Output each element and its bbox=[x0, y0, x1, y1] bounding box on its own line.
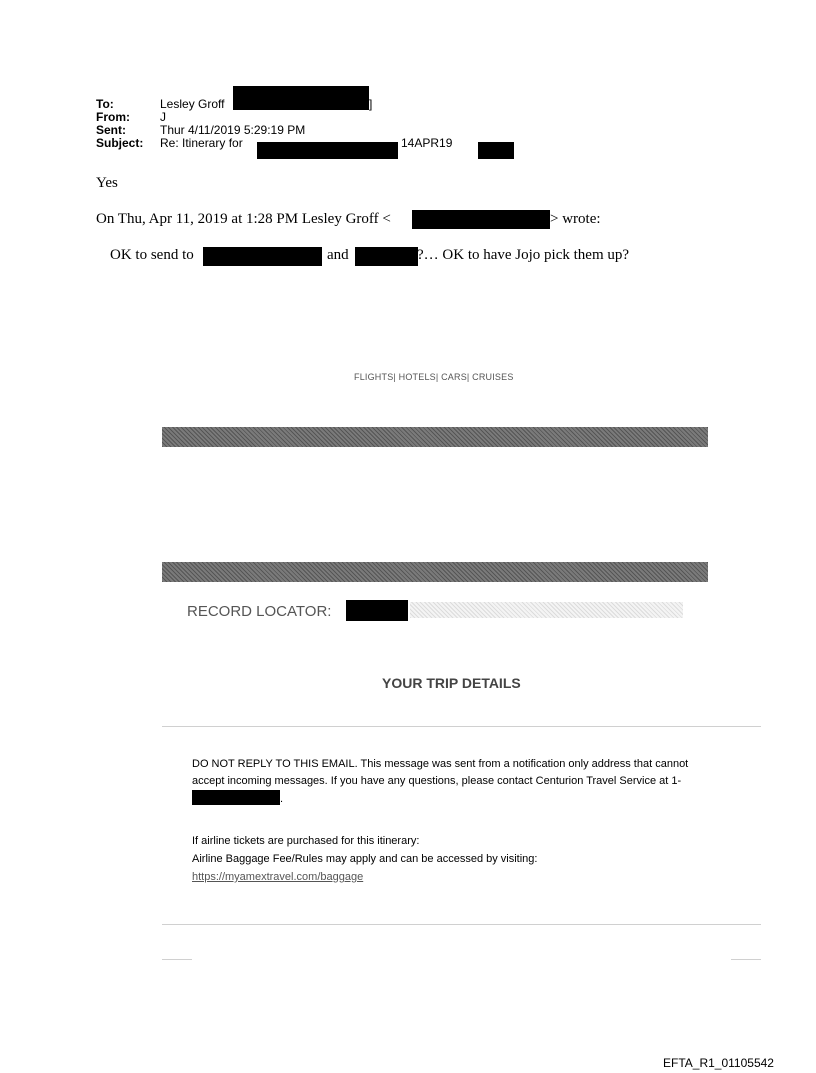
quote-intro bbox=[96, 211, 391, 228]
quoted-part2: and bbox=[327, 247, 349, 263]
redaction-subject-suffix bbox=[478, 142, 514, 159]
header-banner-bottom bbox=[162, 562, 708, 582]
document-id: EFTA_R1_01105542 bbox=[663, 1056, 774, 1070]
baggage-link[interactable]: https://myamextravel.com/baggage bbox=[192, 871, 364, 883]
footer-rule-right bbox=[731, 959, 761, 960]
sent-value: Thur 4/11/2019 5:29:19 PM bbox=[160, 123, 306, 137]
to-suffix: ] bbox=[369, 97, 373, 111]
from-value: J bbox=[160, 110, 166, 124]
quoted-part1: OK to send to bbox=[110, 247, 194, 263]
subject-date: 14APR19 bbox=[401, 136, 453, 150]
footer-rule-left bbox=[162, 959, 192, 960]
itinerary-nav: FLIGHTS| HOTELS| CARS| CRUISES bbox=[354, 372, 514, 382]
divider-top bbox=[162, 726, 761, 727]
divider-bottom bbox=[162, 924, 761, 925]
redaction-recipient-2 bbox=[355, 247, 418, 266]
sent-label: Sent: bbox=[96, 123, 126, 137]
subject-prefix: Re: Itinerary for bbox=[160, 136, 243, 150]
notice-block bbox=[192, 756, 717, 808]
redaction-phone bbox=[192, 790, 280, 805]
header-banner-top bbox=[162, 427, 708, 447]
baggage-line: Airline Baggage Fee/Rules may apply and can be accessed by visiting: bbox=[192, 853, 538, 865]
redaction-record-locator bbox=[346, 600, 408, 621]
quoted-part3: ?… OK to have Jojo pick them up? bbox=[417, 247, 630, 263]
redaction-sender-email bbox=[412, 210, 550, 229]
to-value: Lesley Groff bbox=[160, 97, 225, 111]
to-label: To: bbox=[96, 97, 114, 111]
reply-text: Yes bbox=[96, 175, 118, 191]
quote-intro-start: On Thu, Apr 11, 2019 at 1:28 PM Lesley Groff < bbox=[96, 211, 391, 227]
record-locator-shading bbox=[410, 602, 683, 618]
quote-intro-end: > wrote: bbox=[550, 211, 601, 227]
record-locator-label: RECORD LOCATOR: bbox=[187, 603, 332, 620]
notice-end: . bbox=[280, 793, 284, 805]
from-label: From: bbox=[96, 110, 130, 124]
redaction-subject-name bbox=[257, 142, 398, 159]
redaction-to-email bbox=[233, 86, 369, 110]
notice-text: DO NOT REPLY TO THIS EMAIL. This message was sent from a notification only address that cannot accept incoming messages. If you have any questions, please contact Centurion Travel Service at 1- bbox=[192, 758, 689, 787]
tickets-line: If airline tickets are purchased for this itinerary: bbox=[192, 835, 420, 847]
subject-label: Subject: bbox=[96, 136, 144, 150]
redaction-recipient-1 bbox=[203, 247, 322, 266]
trip-details-heading: YOUR TRIP DETAILS bbox=[382, 675, 521, 691]
